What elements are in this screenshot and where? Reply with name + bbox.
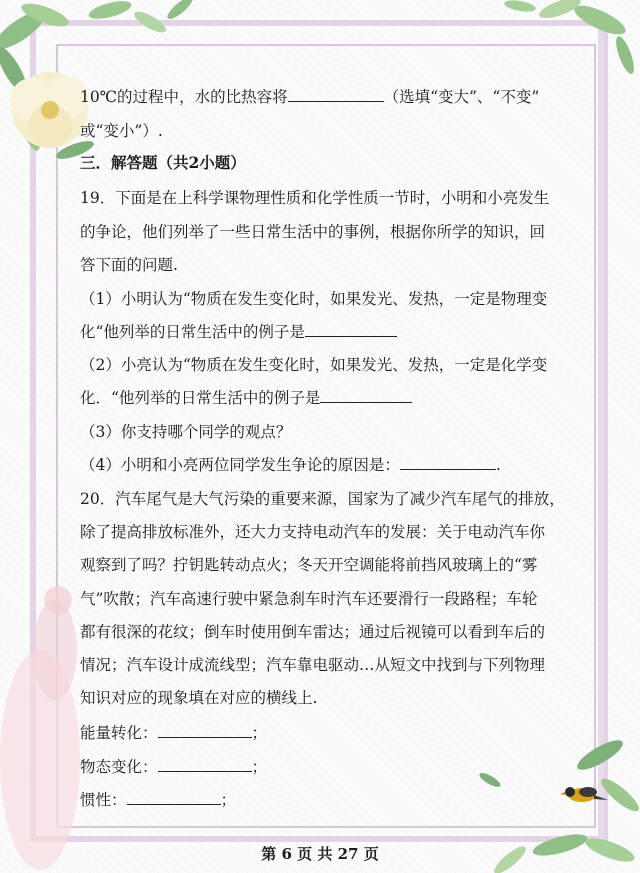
answer-blank[interactable] <box>127 790 221 805</box>
answer-blank[interactable] <box>400 455 496 470</box>
bird-icon <box>560 780 610 810</box>
answer-blank[interactable] <box>320 388 412 403</box>
fairy-decoration-icon <box>0 560 90 873</box>
sub-question-2 <box>80 388 412 408</box>
page-number: 第 6 页 共 27 页 <box>261 845 379 863</box>
sub-question-4 <box>80 455 501 475</box>
text-span: （选填“变大”、“不变” <box>383 88 540 106</box>
question-19-line: 答下面的问题. <box>80 256 178 274</box>
answer-blank[interactable] <box>305 322 397 337</box>
text-span: 物态变化： <box>80 758 158 776</box>
question-20-line: 知识对应的现象填在对应的横线上. <box>80 689 318 707</box>
question-20-line: 除了提高排放标准外，还大力支持电动汽车的发展：关于电动汽车你 <box>80 523 546 541</box>
question-19-line: 的争论，他们列举了一些日常生活中的事例，根据你所学的知识，回 <box>80 223 546 241</box>
answer-blank[interactable] <box>158 723 252 738</box>
text-span: 能量转化： <box>80 724 158 742</box>
sub-question-3: （3）你支持哪个同学的观点？ <box>80 423 292 441</box>
text-span: ； <box>220 791 237 809</box>
sub-question-2: （2）小亮认为“物质在发生变化时，如果发光、发热，一定是化学变 <box>80 356 548 374</box>
text-span: 惯性： <box>80 791 127 809</box>
question-20-line: 气”吹散；汽车高速行驶中紧急刹车时汽车还要滑行一段路程；车轮 <box>80 590 538 608</box>
question-20-line: 都有很深的花纹；倒车时使用倒车雷达；通过后视镜可以看到车后的 <box>80 623 546 641</box>
page-frame-strip <box>598 20 604 842</box>
section-heading: 三．解答题（共2小题） <box>80 153 246 172</box>
text-span: ； <box>251 758 268 776</box>
answer-blank[interactable] <box>158 757 252 772</box>
text-span: . <box>495 456 501 474</box>
text-span: （4）小明和小亮两位同学发生争论的原因是： <box>80 456 400 474</box>
answer-blank[interactable] <box>288 87 384 102</box>
fill-energy-conversion <box>80 723 267 743</box>
question-20-line: 20．汽车尾气是大气污染的重要来源，国家为了减少汽车尾气的排放， <box>80 490 565 508</box>
sub-question-1 <box>80 322 397 342</box>
question-20-line: 情况；汽车设计成流线型；汽车靠电驱动…从短文中找到与下列物理 <box>80 656 546 674</box>
text-line <box>80 87 539 107</box>
text-span: 化“他列举的日常生活中的例子是 <box>80 323 305 341</box>
text-span: 化．“他列举的日常生活中的例子是 <box>80 389 321 407</box>
leaf-decoration-icon <box>440 0 640 80</box>
sub-question-1: （1）小明认为“物质在发生变化时，如果发光、发热，一定是物理变 <box>80 290 548 308</box>
question-20-line: 观察到了吗？拧钥匙转动点火；冬天开空调能将前挡风玻璃上的“雾 <box>80 556 538 574</box>
question-19-line: 19．下面是在上科学课物理性质和化学性质一节时，小明和小亮发生 <box>80 189 550 207</box>
fill-inertia <box>80 790 236 810</box>
fill-state-change <box>80 757 267 777</box>
text-span: 10℃的过程中，水的比热容将 <box>80 88 288 106</box>
text-span: ； <box>251 724 268 742</box>
text-line: 或“变小”）. <box>80 122 163 140</box>
